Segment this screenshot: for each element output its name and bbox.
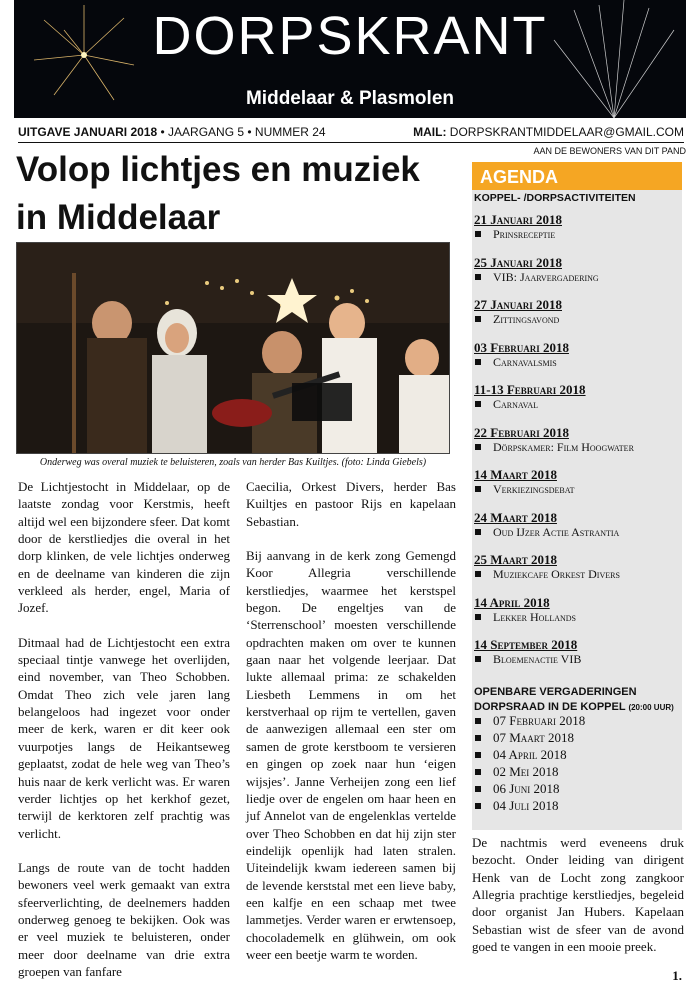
mail-info	[413, 125, 684, 139]
event-name-text: VIB: Jaarvergadering	[493, 269, 599, 284]
meeting-item	[474, 780, 585, 797]
meetings-time: (20:00 UUR)	[628, 703, 674, 712]
meeting-date: 04 April 2018	[493, 747, 567, 763]
event-date: 03 Februari 2018	[474, 339, 569, 355]
article-column-2	[246, 478, 456, 980]
event-name	[474, 525, 680, 540]
event-date: 24 Maart 2018	[474, 509, 557, 525]
agenda-event	[474, 382, 680, 425]
bullet-square-icon	[475, 486, 481, 492]
event-name-text: Oud IJzer Actie Astrantia	[493, 524, 620, 539]
agenda-event	[474, 467, 680, 510]
agenda-event	[474, 340, 680, 383]
meeting-item	[474, 797, 585, 814]
mail-label: MAIL:	[413, 125, 447, 139]
event-name-text: Muziekcafe Orkest Divers	[493, 567, 620, 581]
paragraph: Ditmaal had de Lichtjestocht een extra speciaal tintje vanwege het overlijden, eind november, van Theo Schobben. Omdat Theo zich vele jaren lang belangeloos had ingezet voor onder meer de kerk, waren er dit keer ook vuurpotjes langs de Heikantseweg geplaatst, zodat de hele weg van Theo’s huis naar de kerk verlicht was. Er waren verder lichtjes op het kerkhof gezet, terwijl de kerktoren zelf prachtig was verlicht.	[18, 634, 230, 841]
agenda-list	[474, 212, 680, 680]
event-name-text: Dörpskamer: Film Hoogwater	[493, 439, 634, 454]
paragraph: Bij aanvang in de kerk zong Gemengd Koor Allegria verschillende kerstliedjes, waarmee het kerstspel begon. De engeltjes van de ‘Sterrenschool’ moesten verschillende opdrachten maken om over te kunnen gaan naar het volgende leerjaar. Dat lukte allemaal prima: ze schakelden Liesbeth Lemmens in om het kerstverhaal op rijm te vertellen, gaven de aanwezigen allemaal een ster om samen de grote kerstboom te versieren en gingen op zoek naar hun ‘eigen wijsjes’. Janne Verheijen zong een lief liedje over de engelen om haar heen en juf Annelot van de engelenklas vertelde over Theo Schobben en dat hij zijn ster eindelijk openlijk had laten stralen. Uiteindelijk kwam iedereen samen bij de levende kerststal met een lieve baby, een kalfje en een schaap met twee lammetjes. Verder waren er erwtensoep, chocolademelk en glühwein, om ook weer een beetje warm te worden.	[246, 548, 456, 962]
event-name-text: Zittingsavond	[493, 312, 560, 326]
meeting-item	[474, 746, 585, 763]
headline: Volop lichtjes en muziek in Middelaar	[16, 150, 420, 237]
event-date: 21 Januari 2018	[474, 212, 562, 227]
event-name	[474, 355, 680, 370]
meeting-date: 07 Februari 2018	[493, 713, 586, 728]
event-date: 14 September 2018	[474, 637, 578, 652]
article-photo	[16, 242, 450, 454]
issue-bar	[18, 124, 684, 143]
article-column-3: De nachtmis werd eveneens druk bezocht. Onder leiding van dirigent Henk van de Locht zong zangkoor Allegria prachtige kerstliedjes, begeleid door organist Jan Hubers. Kapelaan Sebastian wist de sfeer van de avond goed te vangen in een mooie preek.	[472, 835, 684, 955]
meeting-item	[474, 763, 585, 780]
agenda-event	[474, 425, 680, 468]
masthead	[14, 0, 686, 118]
page-number: 1.	[672, 968, 682, 983]
bullet-square-icon	[475, 735, 481, 741]
event-name	[474, 227, 680, 242]
event-date: 25 Maart 2018	[474, 552, 557, 567]
bullet-square-icon	[475, 656, 481, 662]
photo-caption: Onderweg was overal muziek te beluisteren, zoals van herder Bas Kuiltjes. (foto: Linda Giebels)	[39, 457, 427, 468]
issue-volume: • JAARGANG 5 • NUMMER 24	[157, 125, 326, 139]
agenda-title: AGENDA	[472, 162, 682, 190]
meetings-subtitle: DORPSRAAD IN DE KOPPEL	[474, 701, 626, 713]
event-name-text: Carnavalsmis	[493, 354, 557, 369]
masthead-subtitle: Middelaar & Plasmolen	[245, 88, 454, 109]
article-column-1	[18, 478, 230, 997]
event-name-text: Lekker Hollands	[493, 609, 576, 624]
event-name-text: Verkiezingsdebat	[493, 482, 575, 496]
bullet-square-icon	[475, 786, 481, 792]
agenda-event	[474, 552, 680, 595]
event-name-text: Bloemenactie VIB	[493, 652, 582, 666]
event-name-text: Carnaval	[493, 397, 539, 411]
meeting-item	[474, 729, 585, 746]
event-date: 14 April 2018	[474, 594, 550, 610]
agenda-event	[474, 255, 680, 298]
meeting-date: 07 Maart 2018	[493, 730, 575, 746]
paragraph: De Lichtjestocht in Middelaar, op de laatste zondag voor Kerstmis, heeft altijd wel een bijzondere sfeer. Dat komt door de kerstliedjes die overal in het dorp klinken, de vele lichtjes onderweg en de deelname van kinderen die zijn verkleed als herder, engel, Maria of Jozef.	[18, 479, 230, 616]
event-date: 27 Januari 2018	[474, 297, 562, 312]
event-name	[474, 567, 680, 582]
event-date: 14 Maart 2018	[474, 467, 557, 482]
issue-edition: UITGAVE JANUARI 2018	[18, 125, 158, 139]
bullet-square-icon	[475, 316, 481, 322]
bullet-square-icon	[475, 571, 481, 577]
event-name	[474, 397, 680, 412]
event-name	[474, 312, 680, 327]
bullet-square-icon	[475, 529, 481, 535]
issue-info	[18, 125, 326, 139]
residents-note: AAN DE BEWONERS VAN DIT PAND	[533, 146, 686, 156]
photo-illustration	[17, 243, 450, 454]
agenda-event	[474, 595, 680, 638]
bullet-square-icon	[475, 401, 481, 407]
bullet-square-icon	[475, 359, 481, 365]
meetings-title: OPENBARE VERGADERINGEN	[474, 686, 637, 698]
agenda-subtitle: KOPPEL- /DORPSACTIVITEITEN	[474, 192, 636, 204]
event-name	[474, 610, 680, 625]
meeting-date: 02 Mei 2018	[493, 764, 559, 780]
event-date: 25 Januari 2018	[474, 254, 562, 270]
event-date: 22 Februari 2018	[474, 424, 569, 440]
meeting-date: 04 Juli 2018	[493, 798, 559, 814]
mail-address[interactable]: DORPSKRANTMIDDELAAR@GMAIL.COM	[446, 125, 684, 139]
meeting-date: 06 Juni 2018	[493, 781, 560, 797]
paragraph: Langs de route van de tocht hadden bewoners veel werk gemaakt van extra sfeerverlichting, de deelnemers hadden onderweg genoeg te bekijken. Ook was er veel muziek te beluisteren, onder meer door deelname van drie extra groepen van fanfare	[18, 859, 230, 979]
event-name-text: Prinsreceptie	[493, 227, 556, 241]
bullet-square-icon	[475, 769, 481, 775]
agenda-event	[474, 297, 680, 340]
bullet-square-icon	[475, 803, 481, 809]
bullet-square-icon	[475, 444, 481, 450]
bullet-square-icon	[475, 231, 481, 237]
meeting-item	[474, 712, 585, 729]
meetings-heading	[474, 685, 674, 715]
agenda-event	[474, 212, 680, 255]
event-name	[474, 652, 680, 667]
event-name	[474, 440, 680, 455]
meetings-list	[474, 712, 585, 815]
masthead-title: DORPSKRANT	[152, 6, 548, 66]
bullet-square-icon	[475, 274, 481, 280]
bullet-square-icon	[475, 614, 481, 620]
paragraph: Caecilia, Orkest Divers, herder Bas Kuiltjes en pastoor Rijs en kapelaan Sebastian.	[246, 479, 456, 529]
bullet-square-icon	[475, 752, 481, 758]
event-date: 11-13 Februari 2018	[474, 382, 586, 397]
event-name	[474, 482, 680, 497]
bullet-square-icon	[475, 718, 481, 724]
event-name	[474, 270, 680, 285]
agenda-event	[474, 637, 680, 680]
agenda-event	[474, 510, 680, 553]
